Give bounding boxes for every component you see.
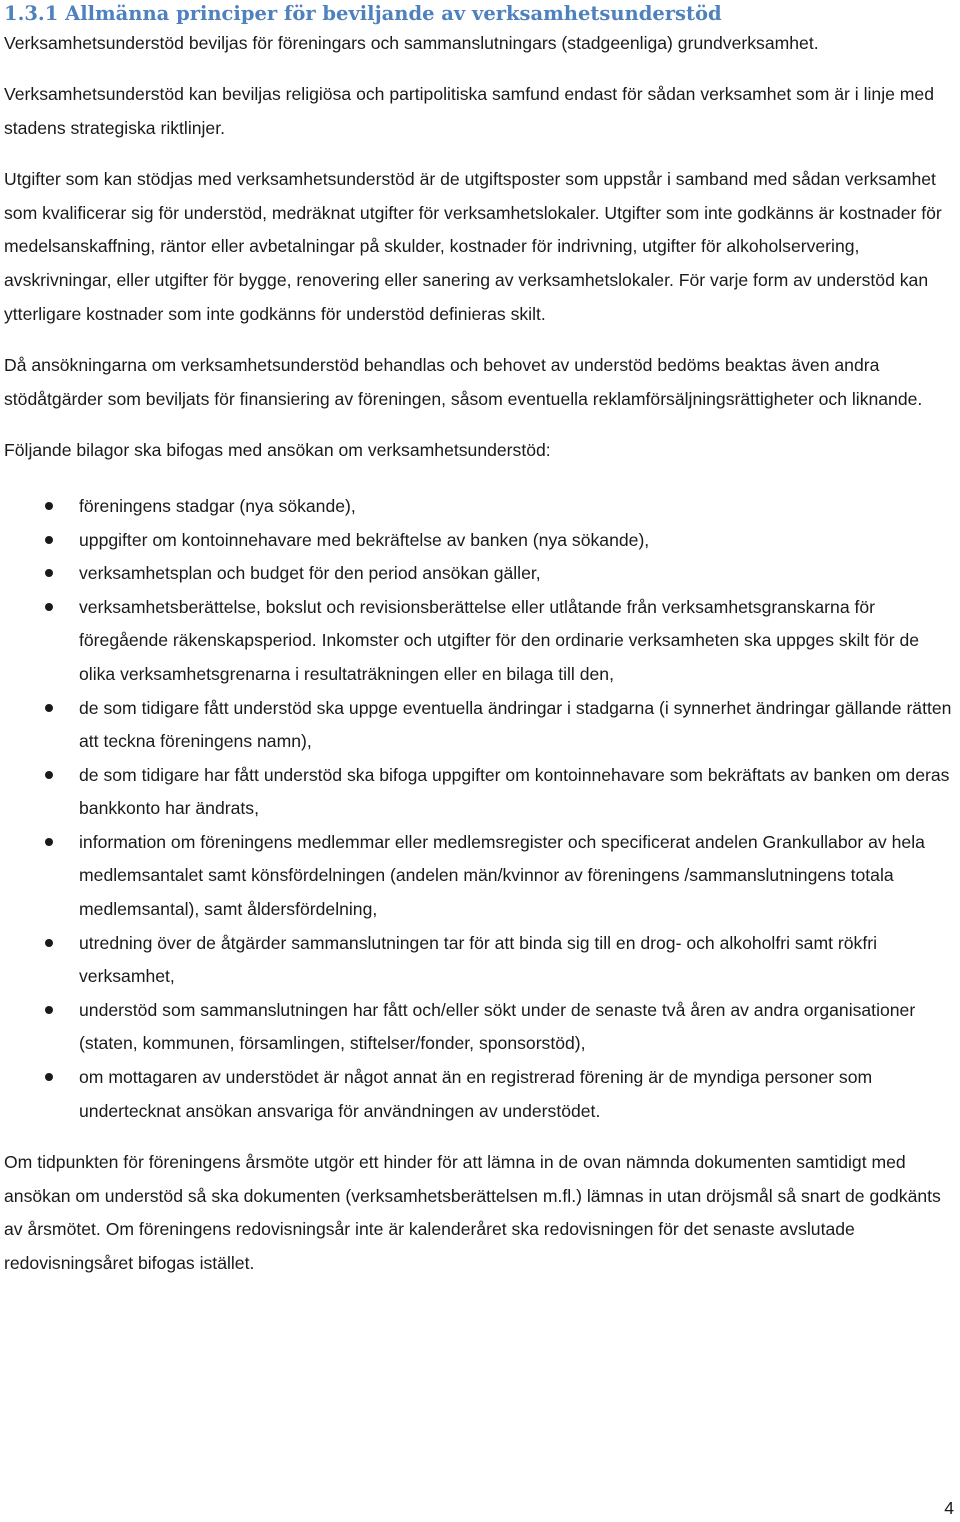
bullet-dot-icon — [45, 1073, 53, 1081]
bullet-dot-icon — [45, 1006, 53, 1014]
list-item-text: utredning över de åtgärder sammanslutningen tar för att binda sig till en drog- och alkoholfri samt rökfri verksamhet, — [79, 932, 877, 987]
list-item-text: uppgifter om kontoinnehavare med bekräftelse av banken (nya sökande), — [79, 529, 650, 550]
bullet-dot-icon — [45, 603, 53, 611]
bullet-dot-icon — [45, 704, 53, 712]
paragraph-arsmote: Om tidpunkten för föreningens årsmöte utgör ett hinder för att lämna in de ovan nämnda dokumenten samtidigt med ansökan om understöd så ska dokumenten (verksamhetsberättelsen m.fl.) lämnas in utan dröjsmål så snart de godkänts av årsmötet. Om föreningens redovisningsår inte är kalenderåret ska redovisningen för det senaste avslutade redovisningsåret bifogas istället. — [4, 1152, 941, 1273]
bullet-dot-icon — [45, 939, 53, 947]
paragraph-utgifter: Utgifter som kan stödjas med verksamhetsunderstöd är de utgiftsposter som uppstår i samband med sådan verksamhet som kvalificerar sig för understöd, medräknat utgifter för verksamhetslokaler. Utgifter som inte godkänns är kostnader för medelsanskaffning, räntor eller avbetalningar på skulder, kostnader för indrivning, utgifter för alkoholservering, avskrivningar, eller utgifter för bygge, renovering eller sanering av verksamhetslokaler. För varje form av understöd kan ytterligare kostnader som inte godkänns för understöd definieras skilt. — [4, 169, 942, 324]
list-item — [4, 692, 956, 759]
list-item-text: information om föreningens medlemmar eller medlemsregister och specificerat andelen Grankullabor av hela medlemsantalet samt könsfördelningen (andelen män/kvinnor av föreningens /sammanslutningens totala medlemsantal), samt åldersfördelning, — [79, 831, 925, 920]
list-item — [4, 591, 956, 692]
page-number: 4 — [944, 1498, 954, 1518]
list-item — [4, 490, 956, 524]
list-item-text: om mottagaren av understödet är något annat än en registrerad förening är de myndiga personer som undertecknat ansökan ansvariga för användningen av understödet. — [79, 1067, 873, 1121]
document-page — [4, 0, 956, 1281]
bullet-dot-icon — [45, 569, 53, 577]
list-item — [4, 557, 956, 591]
list-item — [4, 994, 956, 1061]
list-item-text: understöd som sammanslutningen har fått och/eller sökt under de senaste två åren av andra organisationer (staten, kommunen, församlingen, stiftelser/fonder, sponsorstöd), — [79, 999, 916, 1054]
list-item — [4, 759, 956, 826]
bullet-dot-icon — [45, 771, 53, 779]
list-item — [4, 927, 956, 994]
list-item-text: de som tidigare fått understöd ska uppge eventuella ändringar i stadgarna (i synnerhet ändringar gällande rätten att teckna föreningens namn), — [79, 697, 952, 752]
list-item — [4, 826, 956, 927]
list-item — [4, 524, 956, 558]
paragraph-behandling: Då ansökningarna om verksamhetsunderstöd behandlas och behovet av understöd bedöms beaktas även andra stödåtgärder som beviljats för finansiering av föreningen, såsom eventuella reklamförsäljningsrättigheter och liknande. — [4, 355, 923, 409]
list-item-text: föreningens stadgar (nya sökande), — [79, 495, 356, 516]
list-item-text: de som tidigare har fått understöd ska bifoga uppgifter om kontoinnehavare som bekräftats av banken om deras bankkonto har ändrats, — [79, 764, 950, 819]
attachments-list — [4, 490, 956, 1128]
bullet-dot-icon — [45, 536, 53, 544]
bullet-dot-icon — [45, 838, 53, 846]
paragraph-religiosa-samfund: Verksamhetsunderstöd kan beviljas religiösa och partipolitiska samfund endast för sådan verksamhet som är i linje med stadens strategiska riktlinjer. — [4, 84, 935, 138]
paragraph-grundverksamhet: Verksamhetsunderstöd beviljas för föreningars och sammanslutningars (stadgeenliga) grundverksamhet. — [4, 33, 819, 53]
list-item — [4, 1061, 956, 1128]
section-heading: 1.3.1 Allmänna principer för beviljande av verksamhetsunderstöd — [4, 2, 722, 25]
list-item-text: verksamhetsplan och budget för den period ansökan gäller, — [79, 563, 541, 584]
list-item-text: verksamhetsberättelse, bokslut och revisionsberättelse eller utlåtande från verksamhetsgranskarna för föregående räkenskapsperiod. Inkomster och utgifter för den ordinarie verksamheten ska uppges skilt för de olika verksamhetsgrenarna i resultaträkningen eller en bilaga till den, — [79, 596, 920, 684]
bullet-dot-icon — [45, 502, 53, 510]
paragraph-bilagor-intro: Följande bilagor ska bifogas med ansökan om verksamhetsunderstöd: — [4, 440, 551, 461]
